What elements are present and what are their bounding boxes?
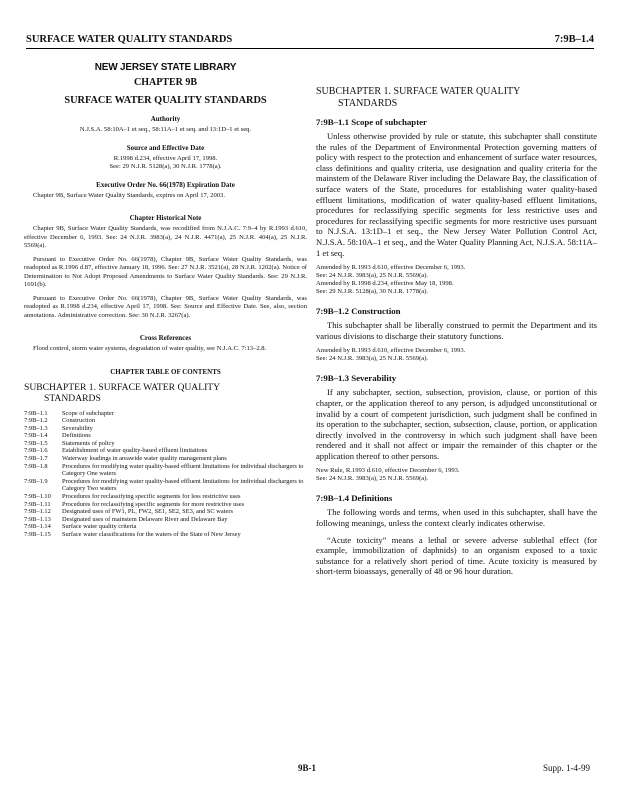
toc-subchapter-name-b: STANDARDS: [44, 392, 101, 404]
toc-section-number: 7:9B–1.10: [24, 493, 51, 501]
toc-heading: CHAPTER TABLE OF CONTENTS: [110, 367, 221, 376]
authority-text: N.J.S.A. 58:10A–1 et seq., 58:11A–1 et seq. and 13:1D–1 et seq.: [79, 126, 252, 133]
toc-row: [24, 531, 307, 539]
section-1-1-history: Amended by R.1993 d.610, effective December 6, 1993. See: 24 N.J.R. 3983(a), 25 N.J.R. 5569(a). Amended by R.1998 d.234, effective May 18, 1998. See: 29 N.J.R. 5128(a), 30 N.J.R. 1778(a).: [316, 264, 466, 296]
section-1-2-body: This subchapter shall be liberally construed to permit the Department and its various divisions to discharge their statutory functions.: [316, 320, 597, 341]
subchapter-name-b: STANDARDS: [338, 97, 398, 109]
toc-row: [24, 501, 307, 509]
cross-references-text: Flood control, storm water systems, degradation of water quality, see N.J.A.C. 7:13–2.8.: [33, 345, 267, 352]
toc-section-number: 7:9B–1.5: [24, 439, 48, 447]
toc-subchapter-title: [24, 382, 307, 404]
chapter-title: SURFACE WATER QUALITY STANDARDS: [64, 95, 267, 106]
toc-section-number: 7:9B–1.3: [24, 424, 48, 432]
toc-section-number: 7:9B–1.15: [24, 531, 51, 538]
toc-subchapter-label: SUBCHAPTER 1.: [24, 381, 96, 393]
source-text: R.1998 d.234, effective April 17, 1998. See: 29 N.J.R. 5128(a), 30 N.J.R. 1778(a).: [109, 154, 222, 170]
source-heading: Source and Effective Date: [126, 143, 205, 152]
historical-note-heading: Chapter Historical Note: [129, 214, 202, 222]
supplement-date: Supp. 1-4-99: [543, 763, 590, 773]
subchapter-title: [316, 86, 597, 109]
running-header: [26, 34, 594, 49]
section-1-4-heading: 7:9B–1.4 Definitions: [316, 493, 393, 504]
historical-note-2: Pursuant to Executive Order No. 66(1978), Chapter 9B, Surface Water Quality Standards, was readopted as R.1996 d.87, effective January 18, 1996. See: 27 N.J.R. 3521(a), 28 N.J.R. 1202(a). Notice of Determination to Not Adopt Proposed Amendments to Surface Water Quality Standards. See: 29 N.J.R. 1691(b).: [24, 255, 307, 288]
toc-row: [24, 463, 307, 478]
historical-note-3: Pursuant to Executive Order No. 66(1978), Chapter 9B, Surface Water Quality Standards, was readopted as R.1998 d.234, effective April 17, 1998. See: Source and Effective Date. See, also, section annotations. Administrative correction. See: 30 N.J.R. 3267(a).: [24, 294, 307, 319]
table-of-contents: [24, 410, 307, 539]
section-1-3-heading: 7:9B–1.3 Severability: [316, 373, 397, 384]
header-title: SURFACE WATER QUALITY STANDARDS: [26, 34, 233, 45]
toc-section-number: 7:9B–1.1: [24, 409, 48, 417]
chapter-number: CHAPTER 9B: [133, 77, 198, 88]
toc-row: [24, 493, 307, 501]
authority-heading: Authority: [150, 115, 181, 123]
toc-section-title: Construction: [62, 417, 96, 425]
subchapter-label: SUBCHAPTER 1.: [316, 86, 392, 97]
section-1-1-heading: 7:9B–1.1 Scope of subchapter: [316, 117, 427, 127]
toc-section-title: Procedures for modifying water quality-based effluent limitations for individual dischargers to Category One waters: [62, 462, 304, 478]
toc-subchapter-name-a: SURFACE WATER QUALITY: [98, 381, 221, 393]
toc-section-title: Procedures for reclassifying specific segments for less restrictive uses: [62, 493, 241, 501]
toc-section-number: 7:9B–1.12: [24, 508, 51, 516]
toc-section-title: Establishment of water quality-based effluent limitations: [62, 447, 208, 455]
toc-section-title: Waterway loadings in areawide water quality management plans: [62, 455, 227, 463]
toc-row: [24, 440, 307, 448]
toc-section-number: 7:9B–1.14: [24, 523, 51, 531]
toc-section-number: 7:9B–1.8: [24, 462, 48, 470]
toc-section-number: 7:9B–1.6: [24, 447, 48, 455]
cross-references-heading: Cross References: [139, 334, 192, 342]
toc-section-title: Surface water quality criteria: [62, 523, 137, 531]
exec-order-text: Chapter 9B, Surface Water Quality Standards, expires on April 17, 2003.: [33, 191, 225, 199]
toc-section-number: 7:9B–1.9: [24, 477, 48, 485]
definition-acute-toxicity: “Acute toxicity” means a lethal or severe adverse sublethal effect (for example, immobilization of daphnids) to an organism exposed to a toxic substance for a relatively short period of time. Acute toxicity is measured by short-term bioassays, generally of 48 or 96 hour duration.: [316, 534, 597, 577]
toc-section-title: Designated uses of FW1, PL, FW2, SE1, SE2, SE3, and SC waters: [62, 508, 233, 516]
page-number: 9B-1: [298, 763, 316, 773]
toc-row: [24, 516, 307, 524]
toc-section-title: Procedures for reclassifying specific segments for more restrictive uses: [62, 500, 245, 508]
section-1-3-body: If any subchapter, section, subsection, provision, clause, or portion of this chapter, or the application thereof to any person, is adjudged unconstitutional or invalid by a court of competent jurisdiction, such judgment shall be confined in its operation to the subchapter, section, subsection, clause, portion, or application directly involved in the controversy in which such judgment shall have been rendered and it shall not affect or impair the remainder of this chapter or the application thereof to other persons.: [316, 387, 597, 461]
toc-section-number: 7:9B–1.7: [24, 455, 48, 463]
toc-section-number: 7:9B–1.13: [24, 515, 51, 523]
right-column: [316, 56, 597, 583]
exec-order-heading: Executive Order No. 66(1978) Expiration Date: [96, 180, 235, 189]
toc-row: [24, 455, 307, 463]
left-column: [24, 56, 307, 539]
subchapter-name-a: SURFACE WATER QUALITY: [393, 86, 521, 97]
section-1-4-body: The following words and terms, when used in this subchapter, shall have the following meanings, unless the context clearly indicates otherwise.: [316, 507, 597, 529]
toc-row: [24, 478, 307, 493]
toc-row: [24, 508, 307, 516]
toc-section-title: Scope of subchapter: [62, 409, 114, 417]
toc-section-title: Procedures for modifying water quality-based effluent limitations for individual dischargers to Category Two waters: [62, 477, 304, 493]
toc-row: [24, 447, 307, 455]
header-section: 7:9B–1.4: [554, 34, 594, 45]
section-1-3-history: New Rule, R.1993 d.610, effective December 6, 1993. See: 24 N.J.R. 3983(a), 25 N.J.R. 5569(a).: [316, 467, 460, 483]
toc-section-number: 7:9B–1.11: [24, 500, 51, 508]
toc-row: [24, 410, 307, 418]
toc-row: [24, 425, 307, 433]
toc-section-title: Designated uses of mainstem Delaware River and Delaware Bay: [62, 515, 228, 523]
toc-section-title: Statements of policy: [62, 439, 115, 447]
library-stamp: NEW JERSEY STATE LIBRARY: [94, 62, 237, 73]
section-1-2-history: Amended by R.1993 d.610, effective December 6, 1993. See: 24 N.J.R. 3983(a), 25 N.J.R. 5569(a).: [316, 347, 466, 363]
toc-section-number: 7:9B–1.4: [24, 432, 48, 440]
toc-section-title: Definitions: [62, 432, 91, 440]
historical-note-1: Chapter 9B, Surface Water Quality Standards, was recodified from N.J.A.C. 7:9–4 by R.1993 d.610, effective December 6, 1993. See: 24 N.J.R. 3983(a), 24 N.J.R. 4471(a), 25 N.J.R. 404(a), 25 N.J.R. 5569(a).: [24, 225, 307, 249]
toc-section-number: 7:9B–1.2: [24, 417, 48, 425]
toc-section-title: Severability: [62, 424, 93, 432]
toc-row: [24, 523, 307, 531]
toc-row: [24, 432, 307, 440]
section-1-1-body: Unless otherwise provided by rule or statute, this subchapter shall constitute the rules of the Department of Environmental Protection governing matters of policy with respect to the protection and enhancement of surface water resources, class definitions and quality criteria, use designation and quality criteria for the mainstem of the Delaware River including the Delaware Bay, the classification of surface waters of the State, procedures for establishing water quality-based effluent limitations, modification of water quality-based effluent limitations, procedures for reclassifying specific segments for less restrictive uses and procedures for reclassifying specific segments for more restrictive uses pursuant to N.J.S.A. 13:1D–1 et seq., the New Jersey Water Pollution Control Act, N.J.S.A. 58:10A–1 et seq., and the Water Quality Planning Act, N.J.S.A. 58:11A–1 et seq.: [316, 131, 597, 258]
section-1-2-heading: 7:9B–1.2 Construction: [316, 306, 401, 317]
toc-section-title: Surface water classifications for the waters of the State of New Jersey: [62, 531, 241, 538]
toc-row: [24, 417, 307, 425]
